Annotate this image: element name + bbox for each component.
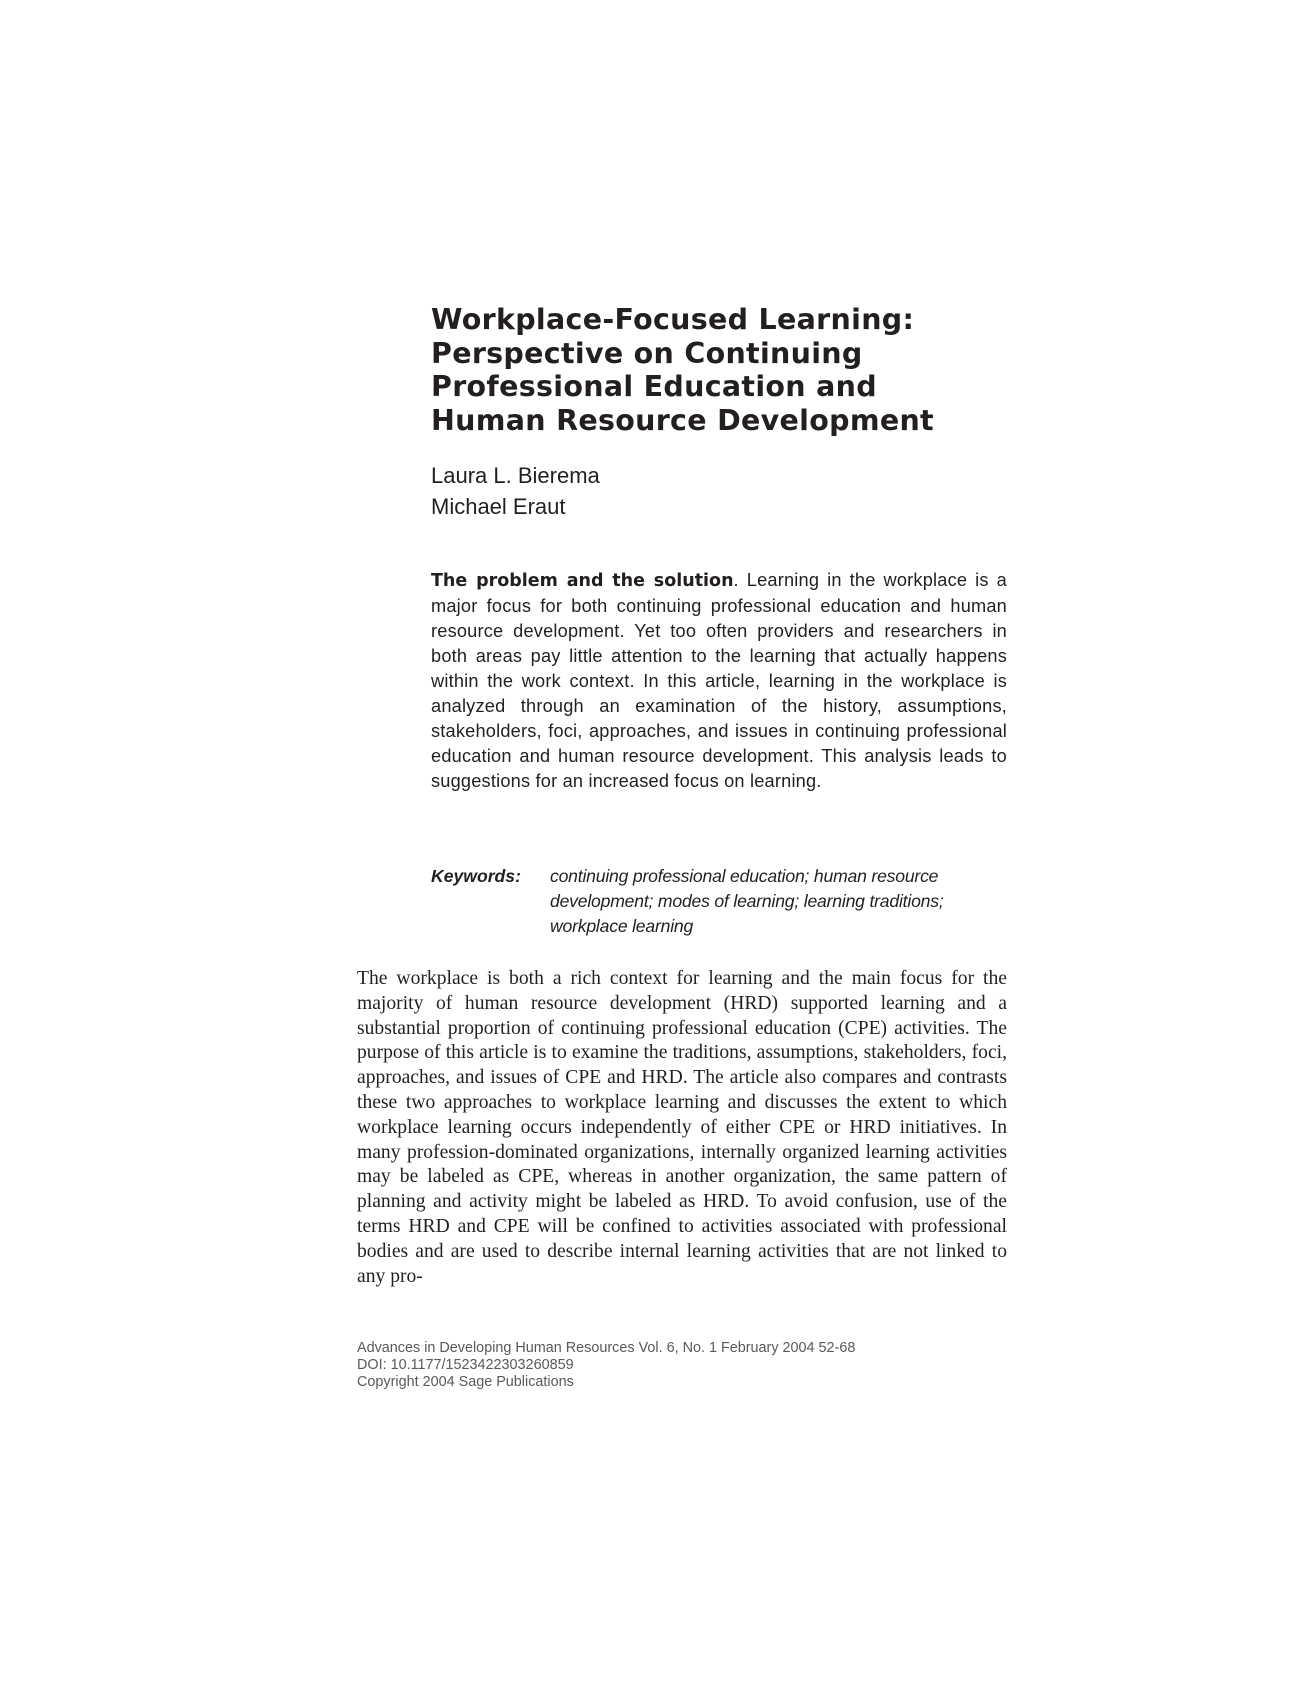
page-footer — [357, 1340, 855, 1391]
title-line: Human Resource Development — [431, 403, 934, 437]
body-paragraph: The workplace is both a rich context for learning and the main focus for the majority of human resource development (HRD) supported learning and a substantial proportion of continuing professional education (CPE) activities. The purpose of this article is to examine the traditions, assumptions, stakeholders, foci, approaches, and issues of CPE and HRD. The article also compares and contrasts these two approaches to workplace learning and discusses the extent to which workplace learning occurs independently of either CPE or HRD initiatives. In many profession-dominated organizations, internally organized learning activities may be labeled as CPE, whereas in another organization, the same pattern of planning and activity might be labeled as HRD. To avoid confusion, use of the terms HRD and CPE will be confined to activities associated with professional bodies and are used to describe internal learning activities that are not linked to any pro- — [357, 968, 1007, 1287]
abstract-lead: The problem and the solution — [431, 571, 734, 591]
abstract-text: . Learning in the workplace is a major focus for both continuing professional education and human resource development. Yet too often providers and researchers in both areas pay little attention to the learning that actually happens within the work context. In this article, learning in the workplace is analyzed through an examination of the history, assumptions, stakeholders, foci, approaches, and issues in continuing professional education and human resource development. This analysis leads to suggestions for an increased focus on learning. — [431, 570, 1007, 791]
author-name: Michael Eraut — [431, 494, 566, 519]
doi: DOI: 10.1177/1523422303260859 — [357, 1357, 574, 1373]
author-name: Laura L. Bierema — [431, 463, 600, 488]
title-line: Workplace-Focused Learning: — [431, 303, 915, 336]
title-line: Professional Education and — [431, 370, 877, 403]
copyright: Copyright 2004 Sage Publications — [357, 1374, 574, 1390]
keywords-label: Keywords: — [431, 866, 521, 886]
keywords-text: continuing professional education; human resource development; modes of learning; learning traditions; workplace learning — [550, 866, 944, 936]
keywords-block — [431, 864, 1007, 939]
abstract — [431, 568, 1007, 794]
author-list — [431, 460, 600, 522]
journal-citation: Advances in Developing Human Resources Vol. 6, No. 1 February 2004 52-68 — [357, 1340, 856, 1356]
article-title — [431, 303, 1031, 437]
title-line: Perspective on Continuing — [431, 336, 863, 370]
